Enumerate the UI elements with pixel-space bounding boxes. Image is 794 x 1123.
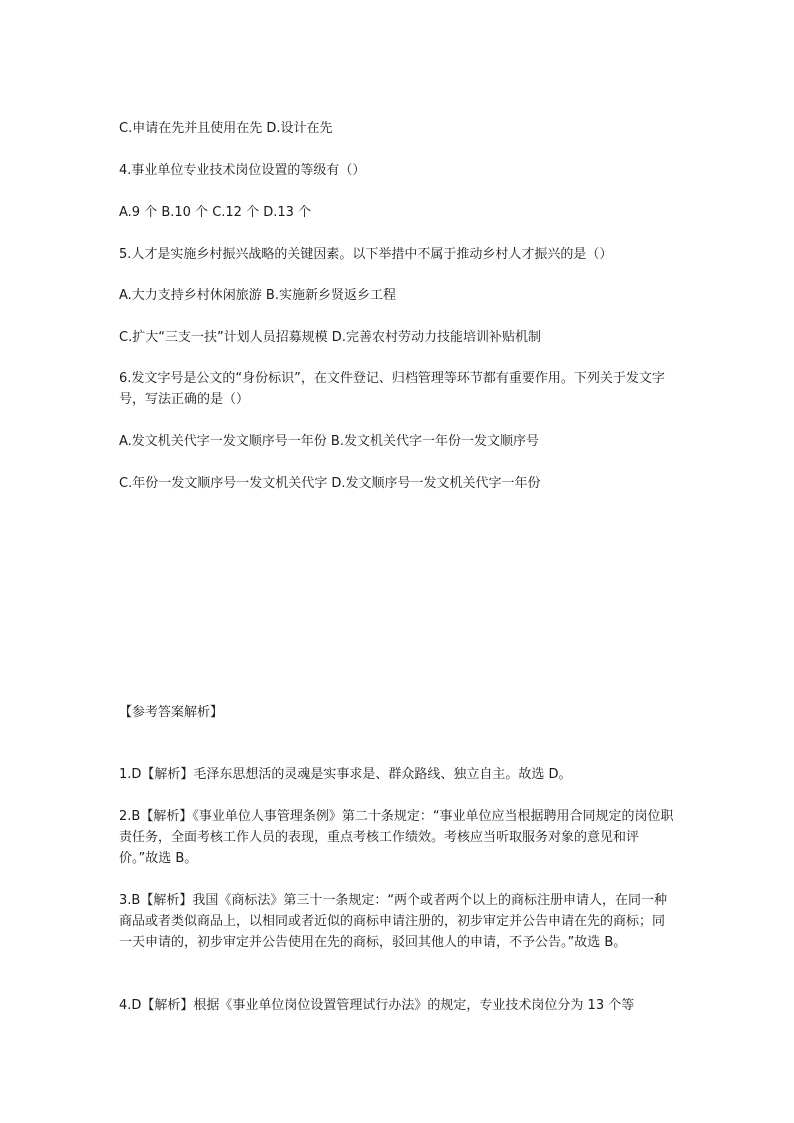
q4-stem: 4.事业单位专业技术岗位设置的等级有（） — [119, 163, 366, 178]
q5-stem: 5.人才是实施乡村振兴战略的关键因素。以下举措中不属于推动乡村人才振兴的是（） — [119, 247, 613, 262]
answer-2: 2.B【解析】《事业单位人事管理条例》第二十条规定：“事业单位应当根据聘用合同规定的岗位职责任务，全面考核工作人员的表现，重点考核工作绩效。考核应当听取服务对象的意见和评价。”故选 B。 — [119, 809, 674, 866]
q5-options-cd: C.扩大“三支一扶”计划人员招募规模 D.完善农村劳动力技能培训补贴机制 — [119, 330, 541, 345]
answer-3: 3.B【解析】我国《商标法》第三十一条规定：“两个或者两个以上的商标注册申请人，在同一种商品或者类似商品上，以相同或者近似的商标申请注册的，初步审定并公告申请在先的商标；同一天申请的，初步审定并公告使用在先的商标，驳回其他人的申请，不予公告。”故选 B。 — [119, 893, 668, 950]
q4-options: A.9 个 B.10 个 C.12 个 D.13 个 — [119, 205, 312, 220]
q3-options-cd: C.申请在先并且使用在先 D.设计在先 — [119, 121, 333, 136]
q5-options-ab: A.大力支持乡村休闲旅游 B.实施新乡贤返乡工程 — [119, 288, 396, 303]
answer-4: 4.D【解析】根据《事业单位岗位设置管理试行办法》的规定，专业技术岗位分为 13 个等 — [119, 998, 635, 1013]
q6-options-cd: C.年份一发文顺序号一发文机关代字 D.发文顺序号一发文机关代字一年份 — [119, 476, 541, 491]
answers-heading: 【参考答案解析】 — [119, 705, 224, 720]
q6-options-ab: A.发文机关代字一发文顺序号一年份 B.发文机关代字一年份一发文顺序号 — [119, 434, 539, 449]
q6-stem: 6.发文字号是公文的“身份标识”，在文件登记、归档管理等环节都有重要作用。下列关于发文字号，写法正确的是（） — [119, 371, 665, 407]
answer-1: 1.D【解析】毛泽东思想活的灵魂是实事求是、群众路线、独立自主。故选 D。 — [119, 767, 572, 782]
